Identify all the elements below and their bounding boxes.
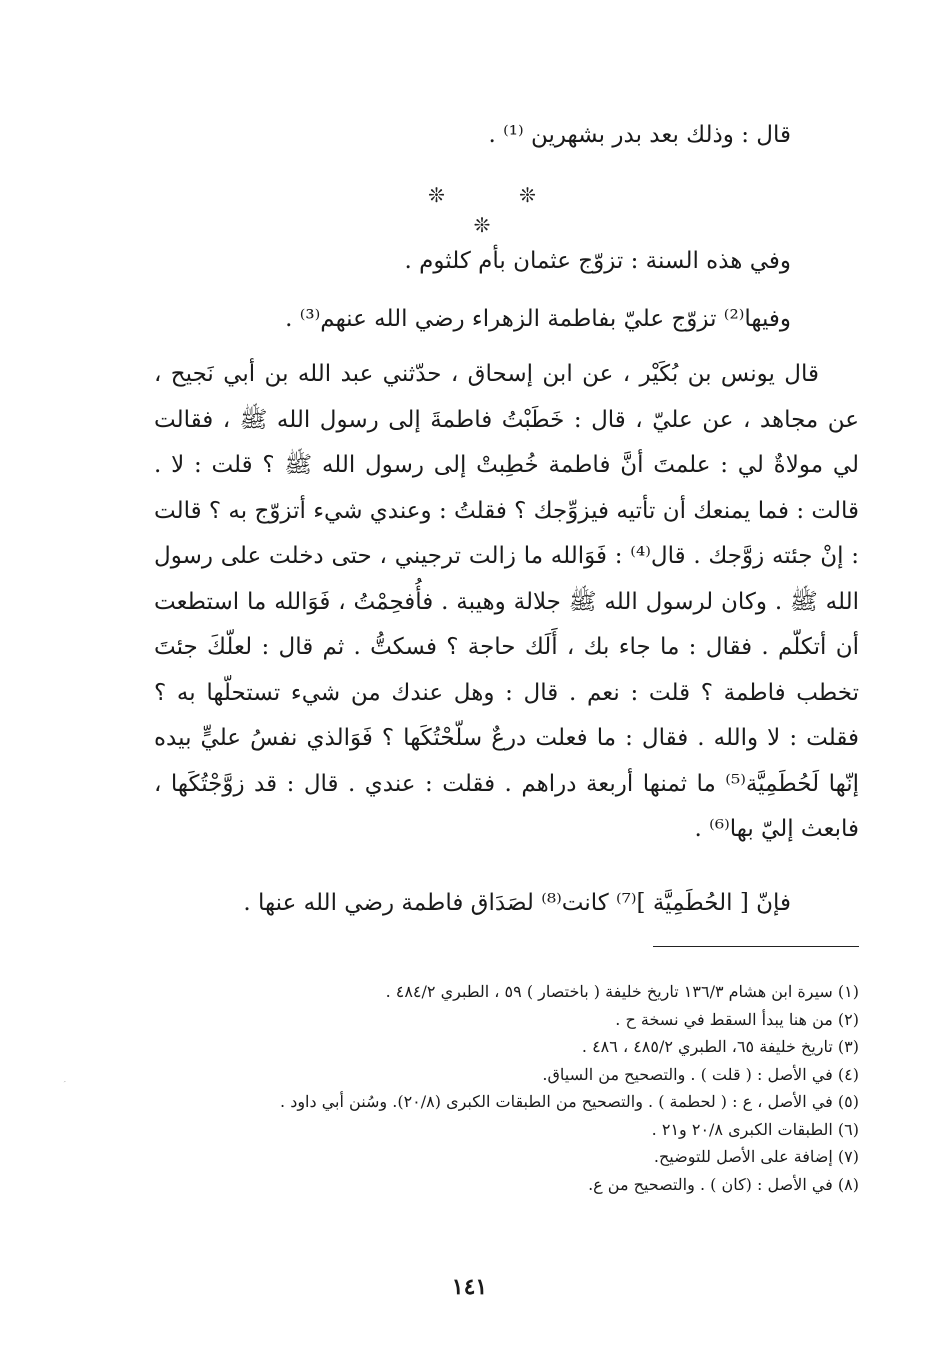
footnotes-list — [139, 978, 859, 1198]
page-number: ١٤١ — [451, 1274, 488, 1300]
footnote-item: (٢) من هنا يبدأ السقط في نسخة ح . — [615, 1009, 859, 1029]
footnote-item: (٧) إضافة على الأصل للتوضيح. — [653, 1147, 859, 1166]
section-separator: ❊ ❊ ❊ — [428, 183, 570, 237]
footnote-item: (١) سيرة ابن هشام ١٣٦/٣ تاريخ خليفة ( باختصار ) ٥٩ ، الطبري ٤٨٤/٢ . — [385, 982, 859, 1001]
footnote-divider — [653, 946, 859, 947]
footnote-item: (٣) تاريخ خليفة ٦٥، الطبري ٤٨٥/٢ ، ٤٨٦ . — [581, 1037, 859, 1056]
opening-line: قال : وذلك بعد بدر بشهرين ⁽¹⁾ . — [488, 122, 791, 148]
footnote-item: (٥) في الأصل ، ع : ( لحطمة ) . والتصحيح من الطبقات الكبرى (٢٠/٨). وسُنن أبي داود . — [280, 1092, 859, 1111]
marriage-line: وفيها⁽²⁾ تزوّج عليّ بفاطمة الزهراء رضي الله عنهم⁽³⁾ . — [285, 306, 791, 332]
year-event-line: وفي هذه السنة : تزوّج عثمان بأم كلثوم . — [404, 248, 791, 274]
footnote-item: (٤) في الأصل : ( قلت ) . والتصحيح من السياق. — [542, 1064, 859, 1084]
footnote-item: (٦) الطبقات الكبرى ٢٠/٨ و٢١ . — [651, 1119, 859, 1139]
narration-paragraph: قال يونس بن بُكَيْر ، عن ابن إسحاق ، حدّثني عبد الله بن أبي نَجيح ، عن مجاهد ، عن عليّ ، قال : خَطَبْتُ فاطمةَ إلى رسول الله ﷺ ، فقالت لي مولاةٌ لي : علمتَ أنَّ فاطمة خُطِبتْ إلى رسول الله ﷺ ؟ قلت : لا . قالت : فما يمنعك أن تأتيه فيزوِّجك ؟ فقلتُ : وعندي شيء أتزوّج به ؟ قالت : إنْ جئته زوَّجك . قال⁽⁴⁾ : فَوَالله ما زالت ترجيني ، حتى دخلت على رسول الله ﷺ . وكان لرسول الله ﷺ جلالة وهيبة . فأُفحِمْتُ ، فَوَالله ما استطعت أن أتكلّم . فقال : ما جاء بك ، أَلَك حاجة ؟ فسكتُّ . ثم قال : لعلّكَ جئتَ تخطب فاطمة ؟ قلت : نعم . قال : وهل عندك من شيء تستحلّها به ؟ فقلت : لا والله . فقال : ما فعلت درعٌ سلّحْتُكَها ؟ فَوَالذي نفسُ عليٍّ بيده إنّها لَحُطَمِيَّة⁽⁵⁾ ما ثمنها أربعة دراهم . فقلت : عندي . قال : قد زوَّجْتُكَها ، فابعث إليّ بها⁽⁶⁾ . — [154, 361, 860, 842]
footnote-item: (٨) في الأصل : (كان ) . والتصحيح من ع. — [588, 1174, 859, 1194]
closing-line: فإنّ [ الحُطَمِيَّة ]⁽⁷⁾ كانت⁽⁸⁾ لصَدَاق فاطمة رضي الله عنها . — [243, 890, 791, 916]
